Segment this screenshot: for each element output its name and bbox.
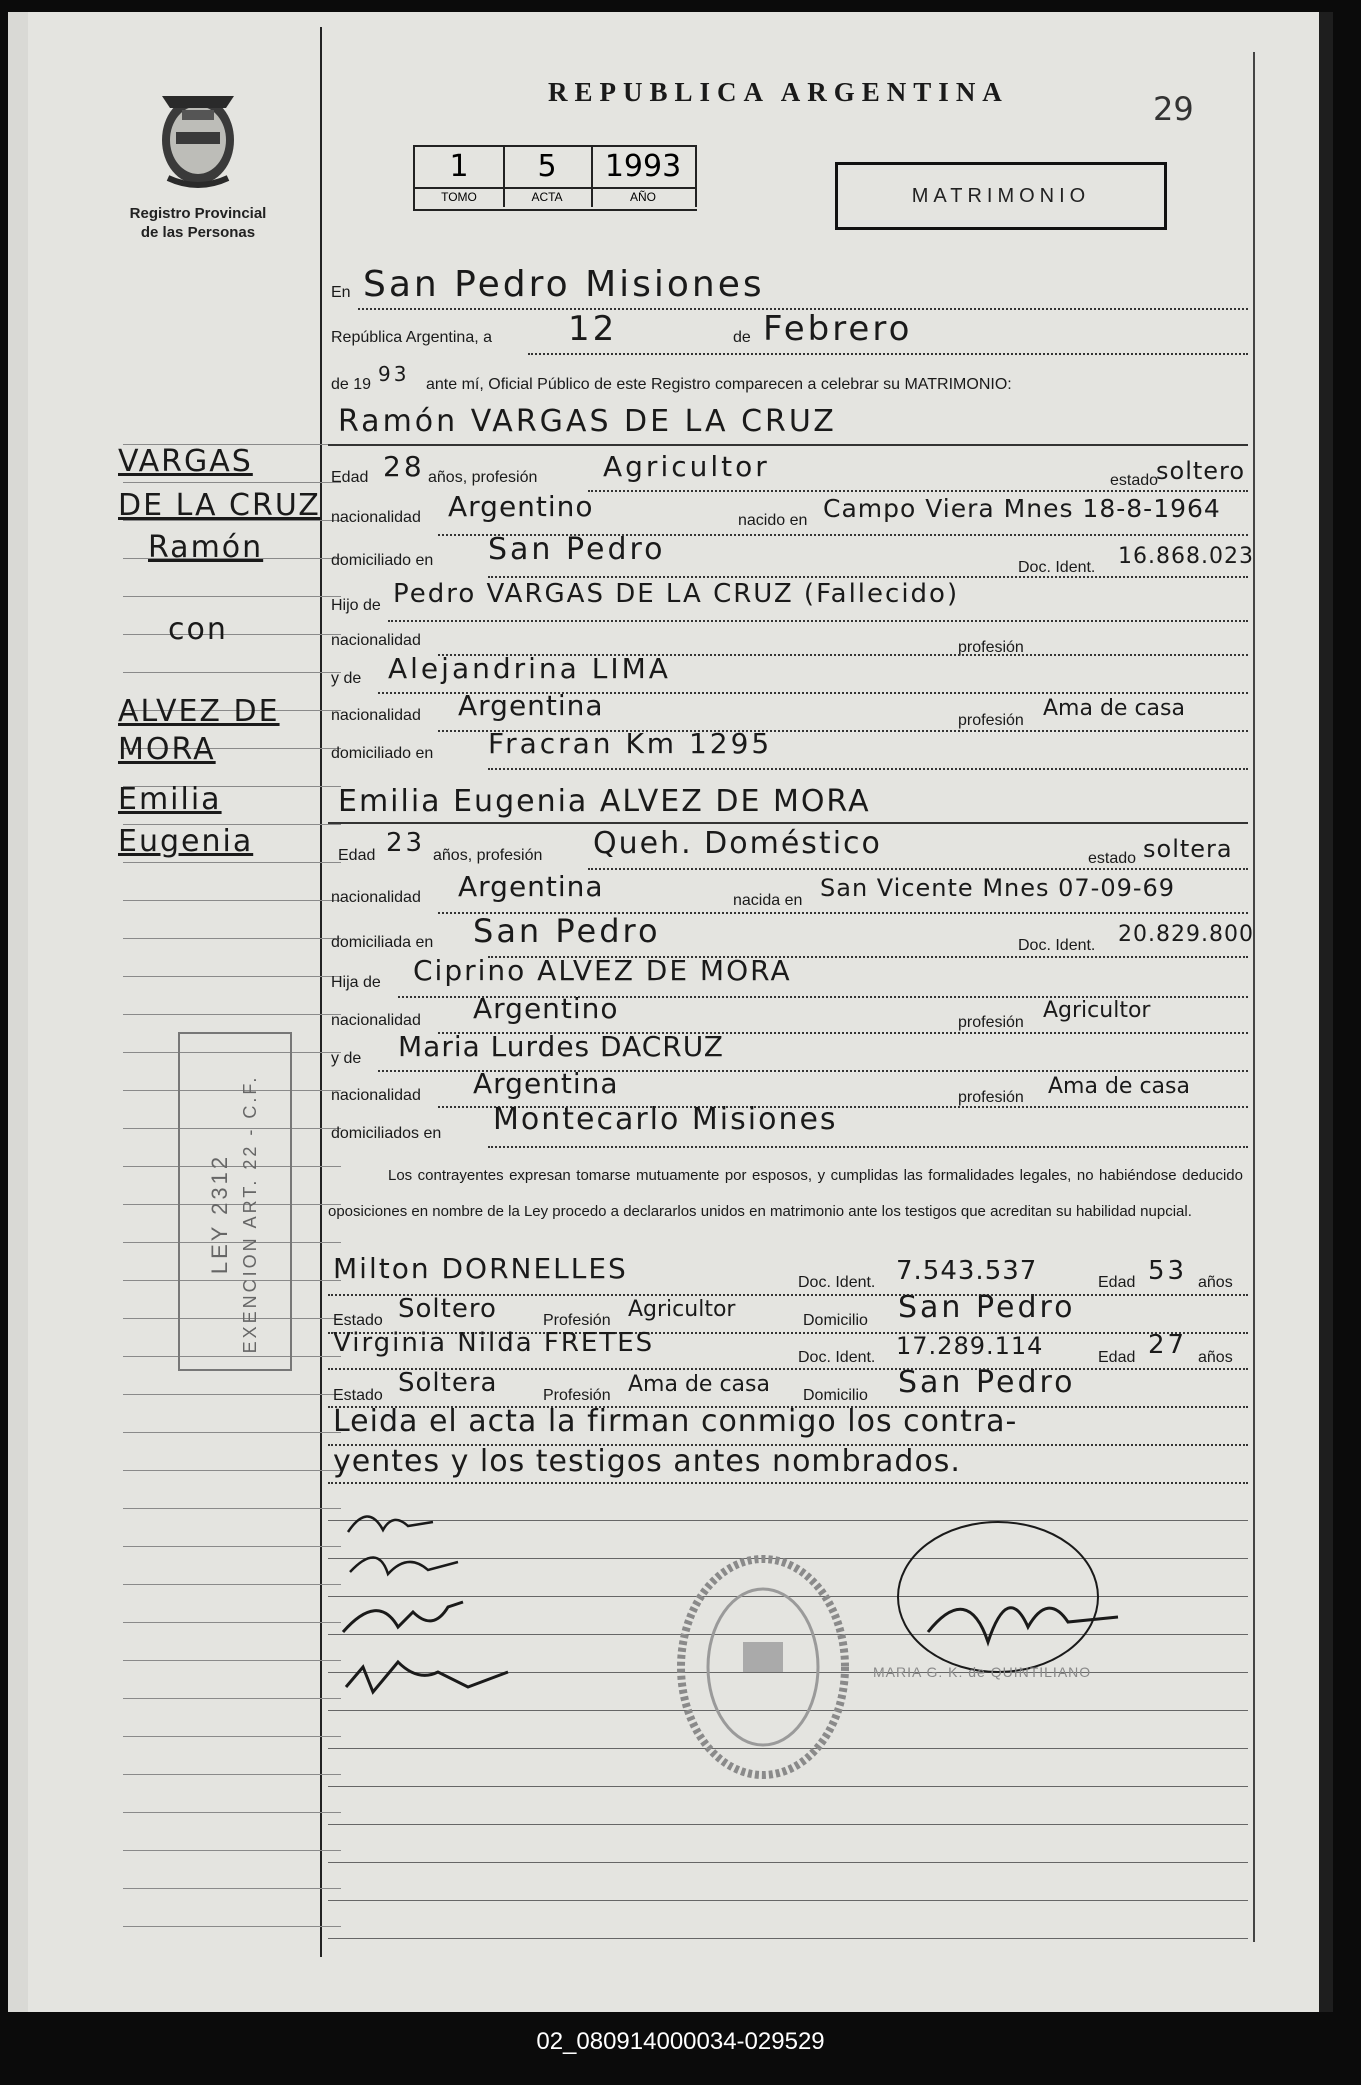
bride-birth: San Vicente Mnes 07-09-69 bbox=[820, 874, 1176, 902]
witness2-age: 27 bbox=[1148, 1330, 1188, 1360]
groom-mother-profession: Ama de casa bbox=[1043, 696, 1185, 721]
witness2-profession: Ama de casa bbox=[628, 1372, 770, 1397]
label-doc-ident-2: Doc. Ident. bbox=[1018, 937, 1096, 954]
label-y-de-2: y de bbox=[331, 1050, 362, 1067]
label-domicilio-w1: Domicilio bbox=[803, 1312, 868, 1329]
month-value: Febrero bbox=[763, 309, 913, 349]
year-value: 93 bbox=[378, 362, 410, 386]
margin-bride-name-2: Eugenia bbox=[118, 824, 254, 859]
acta-label: ACTA bbox=[503, 187, 591, 205]
place-value: San Pedro Misiones bbox=[363, 264, 765, 305]
label-estado-2: estado bbox=[1088, 850, 1137, 867]
bride-father: Ciprino ALVEZ DE MORA bbox=[413, 954, 792, 987]
label-doc-ident-3: Doc. Ident. bbox=[798, 1274, 876, 1291]
label-profesion-2: profesión bbox=[958, 712, 1024, 729]
groom-birth: Campo Viera Mnes 18-8-1964 bbox=[823, 494, 1221, 523]
label-de19: de 19 bbox=[331, 376, 372, 393]
witness1-profession: Agricultor bbox=[628, 1297, 736, 1322]
label-profesion-3: profesión bbox=[958, 1014, 1024, 1031]
country-title: REPUBLICA ARGENTINA bbox=[548, 77, 1009, 107]
label-domiciliada-en: domiciliada en bbox=[331, 934, 434, 951]
intro-text: ante mí, Oficial Público de este Registro comparecen a celebrar su MATRIMONIO: bbox=[426, 376, 1012, 393]
margin-rule bbox=[320, 27, 322, 1957]
declaration-text: Los contrayentes expresan tomarse mutuamente por esposos, y cumplidas las formalidades legales, no habiéndose deducido oposiciones en nombre de la Ley procedo a declararlos unidos en matrimonio ante los testigos que acreditan su habilidad nupcial. bbox=[328, 1167, 1243, 1220]
margin-bride-surname: ALVEZ DE bbox=[118, 694, 280, 729]
groom-status: soltero bbox=[1156, 457, 1246, 485]
closing-line-2: yentes y los testigos antes nombrados. bbox=[333, 1444, 961, 1479]
right-rule bbox=[1253, 52, 1255, 1942]
label-nacionalidad-6: nacionalidad bbox=[331, 1087, 421, 1104]
exemption-stamp bbox=[178, 1032, 292, 1371]
label-profesion-w1: Profesión bbox=[543, 1312, 611, 1329]
groom-profession: Agricultor bbox=[603, 450, 770, 483]
label-edad-w2: Edad bbox=[1098, 1349, 1136, 1366]
registry-name bbox=[123, 204, 273, 242]
groom-doc: 16.868.023 bbox=[1118, 544, 1254, 569]
bride-profession: Queh. Doméstico bbox=[593, 826, 882, 861]
tomo-cell bbox=[415, 147, 505, 207]
bride-father-nationality: Argentino bbox=[473, 992, 619, 1025]
label-estado: estado bbox=[1110, 472, 1159, 489]
anio-label: AÑO bbox=[591, 187, 695, 205]
stamp-law: LEY 2312 bbox=[207, 1153, 232, 1275]
label-nacionalidad-5: nacionalidad bbox=[331, 1012, 421, 1029]
registry-line1: Registro Provincial bbox=[129, 205, 267, 222]
file-id-caption: 02_080914000034-029529 bbox=[536, 2028, 825, 2055]
registry-line2: de las Personas bbox=[140, 224, 256, 241]
label-anos-w2: años bbox=[1198, 1349, 1233, 1366]
misiones-crest-icon bbox=[148, 82, 248, 192]
groom-name: Ramón VARGAS DE LA CRUZ bbox=[338, 404, 837, 439]
record-box bbox=[413, 145, 697, 211]
witness1-status: Soltero bbox=[398, 1294, 497, 1324]
anio-value: 1993 bbox=[604, 149, 682, 184]
bride-name: Emilia Eugenia ALVEZ DE MORA bbox=[338, 784, 871, 819]
label-nacida-en: nacida en bbox=[733, 892, 803, 909]
label-de: de bbox=[733, 329, 751, 346]
groom-mother-nationality: Argentina bbox=[458, 689, 604, 722]
official-name-stamp: MARIA G. K. de QUINTILIANO bbox=[873, 1664, 1092, 1680]
acta-cell bbox=[503, 147, 593, 207]
witness2-name: Virginia Nilda FRETES bbox=[333, 1328, 655, 1358]
groom-domicile: San Pedro bbox=[488, 532, 666, 567]
groom-parents-domicile: Fracran Km 1295 bbox=[488, 727, 773, 760]
witness2-domicile: San Pedro bbox=[898, 1365, 1076, 1400]
act-type-box: MATRIMONIO bbox=[835, 162, 1167, 230]
register-page bbox=[8, 12, 1333, 2012]
label-estado-w2: Estado bbox=[333, 1387, 383, 1404]
bride-mother-nationality: Argentina bbox=[473, 1067, 619, 1100]
label-republica: República Argentina, a bbox=[331, 329, 492, 346]
bride-status: soltera bbox=[1143, 835, 1233, 863]
label-edad-w1: Edad bbox=[1098, 1274, 1136, 1291]
groom-nationality: Argentino bbox=[448, 490, 594, 523]
groom-mother: Alejandrina LIMA bbox=[388, 652, 671, 685]
label-profesion-4: profesión bbox=[958, 1089, 1024, 1106]
witness2-doc: 17.289.114 bbox=[896, 1332, 1044, 1360]
bride-domicile: San Pedro bbox=[473, 912, 661, 950]
label-estado-w1: Estado bbox=[333, 1312, 383, 1329]
label-hijo-de: Hijo de bbox=[331, 597, 381, 614]
party-signatures bbox=[338, 1502, 568, 1732]
witness1-doc: 7.543.537 bbox=[896, 1256, 1038, 1286]
margin-surname: VARGAS bbox=[118, 444, 253, 479]
label-domiciliado-en-2: domiciliado en bbox=[331, 745, 434, 762]
margin-given-name: Ramón bbox=[148, 530, 264, 565]
label-doc-ident-4: Doc. Ident. bbox=[798, 1349, 876, 1366]
label-domiciliado-en: domiciliado en bbox=[331, 552, 434, 569]
acta-value: 5 bbox=[537, 149, 557, 184]
label-anos-profesion: años, profesión bbox=[428, 469, 538, 486]
label-nacionalidad: nacionalidad bbox=[331, 509, 421, 526]
bride-nationality: Argentina bbox=[458, 870, 604, 903]
label-nacionalidad-2: nacionalidad bbox=[331, 632, 421, 649]
witness1-name: Milton DORNELLES bbox=[333, 1252, 628, 1285]
anio-cell bbox=[591, 147, 697, 207]
witness1-age: 53 bbox=[1148, 1256, 1188, 1286]
official-seal bbox=[673, 1552, 853, 1782]
label-anos-w1: años bbox=[1198, 1274, 1233, 1291]
label-anos-profesion-2: años, profesión bbox=[433, 847, 543, 864]
label-y-de: y de bbox=[331, 670, 362, 687]
bride-age: 23 bbox=[386, 828, 426, 858]
bride-parents-domicile: Montecarlo Misiones bbox=[493, 1102, 838, 1137]
label-nacido-en: nacido en bbox=[738, 512, 808, 529]
label-nacionalidad-4: nacionalidad bbox=[331, 889, 421, 906]
bride-father-profession: Agricultor bbox=[1043, 998, 1151, 1023]
margin-con: con bbox=[168, 612, 228, 647]
label-nacionalidad-3: nacionalidad bbox=[331, 707, 421, 724]
groom-father: Pedro VARGAS DE LA CRUZ (Fallecido) bbox=[393, 579, 960, 609]
margin-bride-name: Emilia bbox=[118, 782, 222, 817]
stamp-exemption: EXENCION ART. 22 - C.F. bbox=[240, 1074, 260, 1354]
label-edad-bride: Edad bbox=[338, 847, 376, 864]
day-value: 12 bbox=[568, 309, 618, 349]
tomo-value: 1 bbox=[449, 149, 469, 184]
closing-line-1: Leida el acta la firman conmigo los contra- bbox=[333, 1404, 1018, 1439]
witness2-status: Soltera bbox=[398, 1368, 498, 1398]
bride-mother-profession: Ama de casa bbox=[1048, 1074, 1190, 1099]
page-number: 29 bbox=[1153, 90, 1194, 128]
label-profesion-w2: Profesión bbox=[543, 1387, 611, 1404]
label-edad: Edad bbox=[331, 469, 369, 486]
label-profesion: profesión bbox=[958, 639, 1024, 656]
label-domiciliados-en: domiciliados en bbox=[331, 1125, 442, 1142]
bride-mother: Maria Lurdes DACRUZ bbox=[398, 1030, 724, 1063]
label-doc-ident: Doc. Ident. bbox=[1018, 559, 1096, 576]
tomo-label: TOMO bbox=[415, 187, 503, 205]
groom-age: 28 bbox=[383, 450, 425, 483]
label-domicilio-w2: Domicilio bbox=[803, 1387, 868, 1404]
margin-surname-2: DE LA CRUZ bbox=[118, 488, 321, 523]
bride-doc: 20.829.800 bbox=[1118, 922, 1254, 947]
witness1-domicile: San Pedro bbox=[898, 1290, 1076, 1325]
label-hija-de: Hija de bbox=[331, 974, 381, 991]
margin-bride-surname-2: MORA bbox=[118, 732, 216, 767]
label-en: En bbox=[331, 284, 351, 301]
